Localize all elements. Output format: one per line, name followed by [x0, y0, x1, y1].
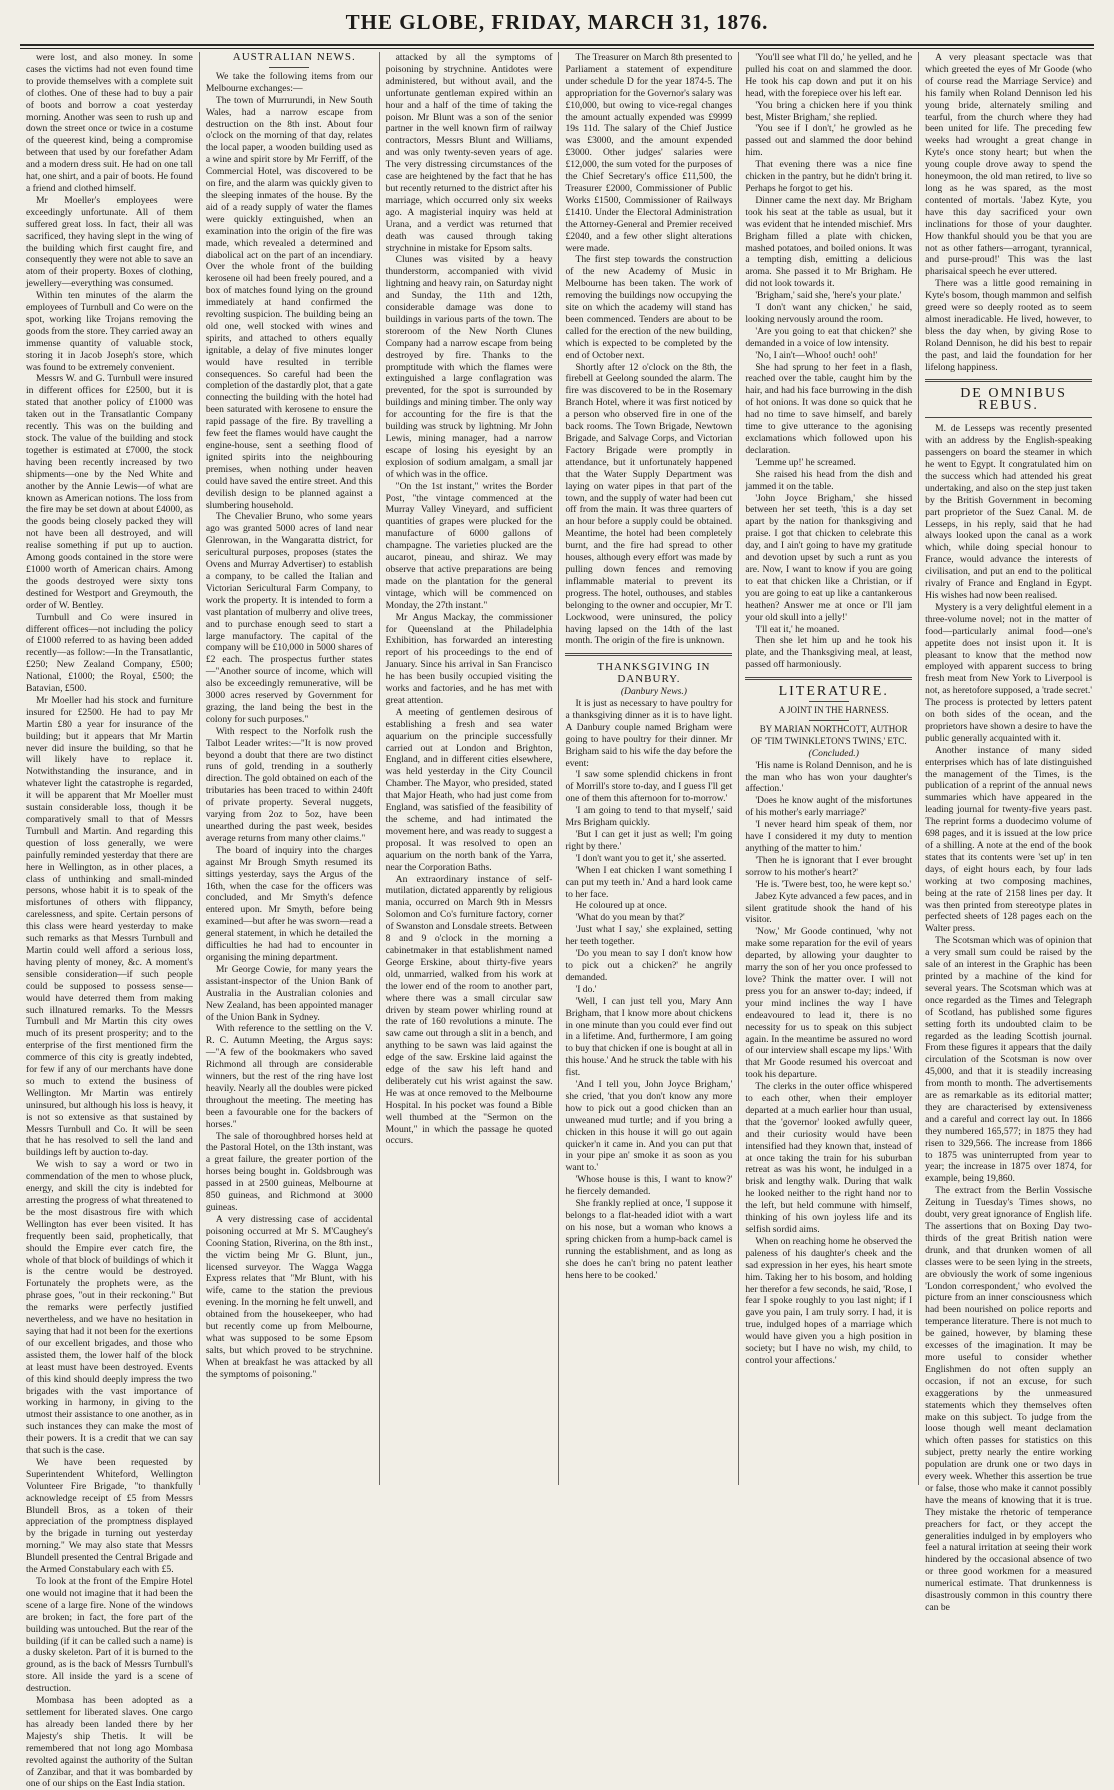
story-paragraph: 'But I can get it just as well; I'm going right by there.'	[565, 829, 733, 852]
article-paragraph: The Treasurer on March 8th presented to Parliament a statement of expenditure under schedule D for the year 1874-5. The appropriation for the Governor's salary was £10,000, but owing to vice-regal changes the amount actually expended was £9999 19s 11d. The salary of the Chief Justice was £3000, and the amount expended £3000. Other judges' salaries were £12,000, the sum voted for the purposes of the Chief Secretary's office £11,500, the Treasurer £2000, Commissioner of Public Works £1500, Commissioner of Railways £1410. Under the Electoral Administration the Attorney-General and Premier received £2040, and a few other slight alterations were made.	[565, 52, 733, 254]
article-paragraph: Turnbull and Co were insured in different offices—not including the policy of £1000 referred to as having been added recently—as follow:—In the Transatlantic, £250; New Zealand Company, £500; National, £1000; the Royal, £500; the Batavian, £500.	[26, 611, 193, 695]
article-paragraph: Clunes was visited by a heavy thunderstorm, accompanied with vivid lightning and heavy rain, on Saturday night and Sunday, the 11th and 12th, considerable damage was done to buildings in various parts of the town. The storeroom of the New North Clunes Company had a narrow escape from being destroyed by fire. Thanks to the promptitude with which the flames were extinguished a large conflagration was prevented, for the spot is surrounded by buildings and mining timber. The only way for accounting for the fire is that the building was struck by lightning. Mr John Lewis, mining manager, had a narrow escape of losing his eyesight by an explosion of sodium amalgam, a small jar of which was in the office.	[385, 254, 553, 480]
story-paragraph: Jabez Kyte advanced a few paces, and in silent gratitude shook the hand of his visitor.	[745, 890, 913, 926]
column-2	[200, 52, 380, 1485]
story-paragraph: 'Just what I say,' she explained, setting her teeth together.	[565, 924, 733, 948]
article-paragraph: The first step towards the construction of the new Academy of Music in Melbourne has been taken. The work of removing the buildings now occupying the site on which the academy will stand has been commenced. Tenders are about to be called for the erection of the new building, which is expected to be completed by the end of October next.	[565, 254, 733, 361]
story-paragraph: 'Brigham,' said she, 'here's your plate.'	[755, 290, 902, 302]
story-paragraph: 'Does he know aught of the misfortunes of his mother's early marriage?'	[745, 795, 913, 819]
article-paragraph: To look at the front of the Empire Hotel one would not imagine that it had been the scene of a large fire. None of the windows are broken; in fact, the fore part of the building was untouched. But the rear of the building (if it can be called such a name) is a dusky skeleton. Part of it is burned to the ground, as is the back of Messrs Turnbull's store. All inside the yard is a scene of destruction.	[26, 1576, 193, 1695]
article-paragraph: Mr Angus Mackay, the commissioner for Queensland at the Philadelphia Exhibition, has forwarded an interesting report of his proceedings to the end of January. Since his arrival in San Francisco he has been busily occupied visiting the works and factories, and he has met with great attention.	[385, 611, 553, 706]
column-4	[559, 52, 739, 1485]
column-3	[380, 52, 560, 1485]
story-byline: BY MARIAN NORTHCOTT, AUTHOR OF 'TIM TWINKLETON'S TWINS,' ETC.	[750, 723, 908, 746]
story-paragraph: 'I'll eat it,' he moaned.	[755, 623, 840, 635]
article-paragraph: The Scotsman which was of opinion that a very small sum could be raised by the sale of an interest in the Graphic has been printed by a machine of the kind for several years. The Scotsman which was at once regarded as the Times and Telegraph of Scotland, has published some figures setting forth its undoubted claim to be regarded as the leading Scottish journal. From these figures it appears that the daily circulation of the Scotsman is now over 45,000, and that it is steadily increasing from month to month. The advertisements are as remarkable as its editorial matter; they are characterised by extensiveness and a careful and correct lay out. In 1866 they numbered 165,577; in 1875 they had risen to 329,566. The increase from 1866 to 1875 was uninterrupted from year to year; the increase in 1875 over 1874, for example, being 19,860.	[925, 935, 1092, 1185]
article-paragraph: With reference to the settling on the V. R. C. Autumn Meeting, the Argus says:—"A few of the bookmakers who saved Richmond all through are considerable winners, but the rest of the ring have lost heavily. Nearly all the doubles were picked throughout the meeting. The meeting has been a favourable one for the backers of horses."	[205, 1023, 373, 1130]
article-separator	[745, 677, 912, 680]
story-paragraph: 'He is. 'Twere best, too, he were kept so.'	[755, 878, 912, 890]
article-paragraph: Within ten minutes of the alarm the employees of Turnbull and Co were on the spot, working like Trojans removing the goods from the store. They carried away an immense quantity of valuable stock, storing it in Jacob Joseph's store, which was found to be extremely convenient.	[26, 290, 193, 373]
thanksgiving-source: (Danbury News.)	[620, 686, 687, 698]
article-paragraph: With respect to the Norfolk rush the Talbot Leader writes:—"It is now proved beyond a doubt that there are two distinct runs of gold, trending in a southerly direction. The gold obtained on each of the tributaries has been traced to within 240ft of private property. Several nuggets, varying from 2oz to 5oz, have been unearthed during the past week, besides average returns from many other claims."	[205, 725, 373, 844]
story-paragraph: 'Then he is ignorant that I ever brought sorrow to his mother's heart?'	[745, 854, 913, 878]
column-1	[20, 52, 200, 1790]
article-paragraph: We take the following items from our Melbourne exchanges:—	[205, 70, 373, 94]
story-paragraph: 'John Joyce Brigham,' she hissed between her set teeth, 'this is a day set apart by the nation for thanksgiving and praise. I got that chicken to celebrate this day, and I ain't going to have my gratitude and devotion upset by such a runt as you are. Now, I want to know if you are going to eat that chicken like a Christian, or if you are going to eat up like a cantankerous heathen? Answer me at once or I'll jam your old skull into a jelly!'	[745, 492, 913, 623]
article-paragraph: We wish to say a word or two in commendation of the men to whose pluck, energy, and skill the city is indebted for arresting the progress of what threatened to be the most disastrous fire with which Wellington has ever been visited. It has frequently been said, prophetically, that should the Empire ever catch fire, the whole of that block of buildings of which it is the centre would be destroyed. Fortunately the prophets were, as the phrase goes, "out in their reckoning." But the remarks were perfectly justified nevertheless, and we have no hesitation in saying that had it not been for the exertions of our excellent brigades, and those who assisted them, the lower half of the block at least must have been destroyed. Events of this kind should deeply impress the two brigades with the vast importance of working in harmony, in giving to the utmost their assistance to one another, as in such instances they can make the most of their powers. It is a credit that we can say that such is the case.	[26, 1159, 193, 1457]
australian-news-heading: AUSTRALIAN NEWS.	[232, 51, 356, 63]
masthead: THE GLOBE, FRIDAY, MARCH 31, 1876.	[345, 10, 769, 34]
story-paragraph: 'And I tell you, John Joyce Brigham,' she cried, 'that you don't know any more how to pick out a good chicken than an unweaned mud turtle; and if you bring a chicken in this house it will go out again quicker'n it came in. And you can put that in your pipe an' smoke it as soon as you want to.'	[565, 1079, 733, 1174]
story-paragraph: 'Whose house is this, I want to know?' he fiercely demanded.	[565, 1174, 733, 1198]
story-paragraph: It is just as necessary to have poultry for a thanksgiving dinner as it is to have light. A Danbury couple named Brigham were going to have poultry for their dinner. Mr Brigham said to his wife the day before the event:	[565, 698, 733, 769]
column-6	[919, 52, 1098, 1613]
story-paragraph: 'His name is Roland Dennison, and he is the man who has won your daughter's affection.'	[745, 759, 913, 795]
story-title: A JOINT IN THE HARNESS.	[778, 705, 889, 716]
masthead-rule-thin	[20, 48, 1094, 49]
article-paragraph: The Chevalier Bruno, who some years ago was granted 5000 acres of land near Glenrowan, in the Wangaratta district, for sericultural purposes, proposes (states the Ovens and Murray Advertiser) to establish a company, to be called the Italian and Victorian Sericultural Farm Company, to work the property. It is intended to form a vast plantation of mulberry and olive trees, and to purchase enough seed to start a large manufactory. The capital of the company will be £10,000 in 5000 shares of £2 each. The prospectus further states—"Another source of income, which will also be exceedingly remunerative, will be 3000 acres reserved by Government for grazing, the land being the best in the colony for such purposes."	[205, 511, 373, 725]
article-paragraph: A meeting of gentlemen desirous of establishing a fresh and sea water aquarium on the principle successfully carried out at London and Brighton, England, and in different cities elsewhere, was held yesterday in the City Council Chamber. The Mayor, who presided, stated that Major Heath, who had just come from England, was satisfied of the feasibility of the scheme, and had intimated the movement here, and was ready to suggest a proposal. It was resolved to open an aquarium on the north bank of the Yarra, near the Corporation Baths.	[385, 706, 553, 873]
article-paragraph: Mombasa has been adopted as a settlement for liberated slaves. One cargo has already been landed there by her Majesty's ship Thetis. It will be remembered that not long ago Mombasa revolted against the authority of the Sultan of Zanzibar, and that it was bombarded by one of our ships on the East India station.	[26, 1695, 193, 1790]
story-paragraph: 'I never heard him speak of them, nor have I considered it my duty to mention anything of the matter to him.'	[745, 819, 913, 854]
article-paragraph: Mr Moeller's employees were exceedingly unfortunate. All of them suffered great loss. In fact, their all was sacrificed, they having slept in the wing of the building which first caught fire, and consequently they were not able to save an atom of their property. Boxes of clothing, jewellery—everything was consumed.	[26, 194, 193, 290]
article-paragraph: We have been requested by Superintendent Whiteford, Wellington Volunteer Fire Brigade, "to thankfully acknowledge receipt of £5 from Messrs Blundell Bros, as a token of their appreciation of the promptness displayed by the brigade in turning out yesterday morning." We may also state that Messrs Blundell presented the Central Brigade and the Armed Constabulary each with £5.	[26, 1456, 193, 1576]
masthead-rule	[20, 44, 1094, 46]
story-paragraph: Then she let him up and he took his plate, and the Thanksgiving meal, at least, passed off harmoniously.	[745, 635, 913, 671]
article-paragraph: Mr Moeller had his stock and furniture insured for £2500. He had to pay Mr Martin £80 a year for insurance of the building; but it appears that Mr Martin never did insure the building, so that he will likely have to replace it. Notwithstanding the insurance, and in whatever light the catastrophe is regarded, it will be apparent that Mr Moeller must sustain considerable loss, though it be comparatively small to that of Messrs Turnbull and Martin. And regarding this question of loss generally, we were painfully reminded yesterday that there are here in Wellington, as in other places, a class of unthinking and small-minded persons, whose habit it is to speak of the misfortunes of others with flippancy, carelessness, and spite. Certain persons of this class were heard yesterday to make such remarks as that Messrs Turnbull and Martin could well afford a serious loss, having plenty of money, &c. A moment's sensible consideration—if such people could be supposed to possess sense—would have deterred them from making such illnatured remarks. To the Messrs Turnbull and Mr Martin this city owes much of its present prosperity; and to the enterprise of the first mentioned firm the commerce of this city is greatly indebted, for few if any of our merchants have done so much to extend the business of Wellington. Mr Martin was entirely uninsured, but although his loss is heavy, it is not so extensive as that sustained by Messrs Turnbull and Co. It will be seen that he has resolved to sell the land and buildings left by auction to-day.	[26, 694, 193, 1159]
article-paragraph: An extraordinary instance of self-mutilation, dictated apparently by religious mania, occurred on March 9th in Messrs Solomon and Co's furniture factory, corner of Swanston and Lonsdale streets. Between 8 and 9 o'clock in the morning a cabinetmaker in that establishment named George Erskine, about thirty-five years old, unmarried, walked from his work at the lower end of the room to another part, where there was a small circular saw driven by steam power whirling round at the rate of 160 revolutions a minute. The saw came out through a slit in a bench, and anything to be sawn was laid against the edge of the saw. Erskine laid against the edge of the saw his left hand and deliberately cut his wrist against the saw. He was at once removed to the Melbourne Hospital. In his pocket was found a Bible well thumbed at the "Sermon on the Mount," in which the passage he quoted occurs.	[385, 873, 553, 1147]
article-paragraph: Messrs W. and G. Turnbull were insured in different offices for £2500, but it is stated that another policy of £1000 was taken out in the Transatlantic Company recently. This was on the building and stock. The value of the building and stock together is estimated at £7000, the stock having been recently increased by two shipments—one by the Ned White and another by the Annie Lewis—of what are known as American notions. The loss from the fire may be set down at about £4000, as the goods being closely packed they will not have been all destroyed, and will realise something if put up to auction. Among goods contained in the store were £1000 worth of American chairs. Among the goods destroyed were sixty tons destined for Westport and Greymouth, the order of W. Bentley.	[26, 373, 193, 611]
article-separator	[565, 653, 732, 656]
story-paragraph: She frankly replied at once, 'I suppose it belongs to a flat-headed idiot with a wart on his nose, but a woman who knows a spring chicken from a hump-back camel is running the establishment, and as long as she does he can't bring no patent leather hens here to be cooked.'	[565, 1198, 733, 1281]
story-paragraph: The clerks in the outer office whispered to each other, when their employer departed at a much earlier hour than usual, that the 'governor' looked awfully queer, and their curiosity would have been intensified had they known that, instead of at once taking the train for his suburban retreat as was his wont, he indulged in a brisk and lengthy walk. During that walk he looked neither to the right hand nor to the left, but held commune with himself, thinking of his own joyless life and its selfish sordid aims.	[745, 1081, 913, 1235]
article-paragraph: The town of Murrurundi, in New South Wales, had a narrow escape from destruction on the 8th inst. About four o'clock on the morning of that day, relates the local paper, a wooden building used as a wine and spirit store by Mr Ferriff, of the Commercial Hotel, was discovered to be on fire, and the alarm was quickly given to the sleeping inmates of the house. By the aid of a ready supply of water the flames were quickly extinguished, when an examination into the origin of the fire was made, which revealed a determined and diabolical act on the part of an incendiary. Over the whole front of the building kerosene oil had been freely poured, and a box of matches found lying on the ground immediately at hand confirmed the revolting suspicion. The building being an old one, well stocked with wines and spirits, and attached to others equally ignitable, a delay of five minutes longer would have resulted in terrible consequences. So careful had been the completion of the dastardly plot, that a gate connecting the building with the hotel had been saturated with kerosene to ensure the rapid passage of the fire. By travelling a few feet the flames would have caught the engine-house, sent a seething flood of ignited spirits into the neighbouring premises, when nothing under heaven could have saved the entire street. And this devilish design to be planned against a slumbering household.	[205, 94, 373, 511]
story-paragraph: There was a little good remaining in Kyte's bosom, though mammon and selfish greed were so deeply rooted as to seem almost ineradicable. He lived, however, to bless the day when, by giving Rose to Roland Dennison, he did his best to repair the past, and laid the foundation for her lifelong happiness.	[925, 278, 1092, 373]
story-paragraph: When on reaching home he observed the paleness of his daughter's cheek and the sad expression in her eyes, his heart smote him. Taking her to his bosom, and holding her therefor a few seconds, he said, 'Rose, I fear I spoke roughly to you last night; if I gave you pain, I am truly sorry. I had, it is true, indulged hopes of a marriage which would have given you a high position in society; but I have no wish, my child, to control your affections.'	[745, 1235, 913, 1366]
story-paragraph: 'I do.'	[575, 983, 597, 995]
story-paragraph: 'Now,' Mr Goode continued, 'why not make some reparation for the evil of years departed, by allowing your daughter to marry the son of her you once professed to love? Think the matter over. I will not press you for an answer to-day; indeed, if your mind inclines the way I have endeavoured to lead it, there is no necessity for us to speak on this subject again. In the meantime be assured no word of our interview shall escape my lips.' With that Mr Goode resumed his overcoat and took his departure.	[745, 926, 913, 1081]
heading-rule	[809, 701, 849, 702]
story-paragraph: 'No, I ain't—Whoo! ouch! ooh!'	[755, 349, 878, 361]
story-paragraph: A very pleasant spectacle was that which greeted the eyes of Mr Goode (who of course read the Marriage Service) and his family when Roland Dennison led his young bride, alternately smiling and tearful, from the church where they had been united for life. The preceding few weeks had wrought a great change in Kyte's once stony heart; but when the young couple drove away to spend the honeymoon, the old man retired, to live so long as he was spared, as the most contented of mortals. 'Jabez Kyte, you have this day sacrificed your own inclinations for those of your daughter. How thankful should you be that you are not as other fathers—arrogant, tyrannical, and purse-proud!' This was the last pharisaical speech he ever uttered.	[925, 52, 1092, 278]
literature-heading: LITERATURE.	[778, 684, 889, 700]
story-paragraph: 'I am going to tend to that myself,' said Mrs Brigham quickly.	[565, 805, 733, 829]
story-paragraph: He coloured up at once.	[575, 900, 667, 912]
heading-rule	[925, 417, 1092, 418]
story-paragraph: Dinner came the next day. Mr Brigham took his seat at the table as usual, but it was evident that he intended mischief. Mrs Brigham filled a plate with chicken, mashed potatoes, and boiled onions. It was a tempting dish, emitting a delicious aroma. She passed it to Mr Brigham. He did not look towards it.	[745, 194, 913, 290]
columns	[20, 51, 1098, 1790]
article-paragraph: were lost, and also money. In some cases the victims had not even found time to provide themselves with a complete suit of clothes. One of these had to buy a pair of boots and borrow a coat yesterday morning. Another was seen to rush up and down the street once or twice in a costume of the queerest kind, being a compromise between that used by our forefather Adam and a modern dress suit. He had on one tall hat, one shirt, and a pair of boots. He found a friend and clothed himself.	[26, 52, 193, 194]
article-paragraph: Shortly after 12 o'clock on the 8th, the firebell at Geelong sounded the alarm. The fire was discovered to be in the Rosemary Branch Hotel, where it was first noticed by a person who observed fire in one of the back rooms. The Town Brigade, Newtown Brigade, and Salvage Corps, and Victorian Factory Brigade were promptly in attendance, but it unfortunately happened that the Water Supply Department was laying on water pipes in that part of the town, and the supply of water had been cut off from the main. It was three quarters of an hour before a supply could be obtained. Meantime, the hotel had been completely burnt, and the fire had spread to other houses, although every effort was made by pulling down fences and removing inflammable material to prevent its progress. The hotel, outhouses, and stables belonging to the owner and occupier, Mr T. Lockwood, were uninsured, the policy having lapsed on the 14th of the last month. The origin of the fire is unknown.	[565, 361, 733, 647]
story-paragraph: 'I don't want you to get it,' she asserted.	[575, 852, 727, 864]
heading-rule	[269, 67, 309, 68]
heading-rule	[809, 720, 849, 721]
thanksgiving-heading: THANKSGIVING IN DANBURY.	[597, 661, 711, 686]
de-omnibus-rebus-heading: DE OMNIBUS REBUS.	[960, 386, 1067, 414]
article-paragraph: A very distressing case of accidental poisoning occurred at Mr S. M'Caughey's Cooning Station, Riverina, on the 8th inst., the victim being Mr G. Blunt, jun., licensed surveyor. The Wagga Wagga Express relates that "Mr Blunt, with his wife, came to the station the previous evening. In the morning he felt unwell, and obtained from the housekeeper, who had but recently come up from Melbourne, what was supposed to be some Epsom salts, but which proved to be strychnine. When at breakfast he was attacked by all the symptoms of poisoning."	[205, 1213, 373, 1380]
story-paragraph: 'I don't want any chicken,' he said, looking nervously around the room.	[745, 302, 913, 325]
article-paragraph: The sale of thoroughbred horses held at the Pastoral Hotel, on the 13th instant, was a great failure, the greater portion of the horses being bought in. Goldsbrough was passed in at 2500 guineas, Melbourne at 850 guineas, and Richmond at 3000 guineas.	[205, 1130, 373, 1213]
article-paragraph: Mystery is a very delightful element in a three-volume novel; not in the matter of food—particularly animal food—one's appetite does not insist upon it. It is pleasant to know that the method now employed with apparent success to bring fresh meat from New York to Liverpool is not, as heretofore supposed, a 'trade secret.' The process is protected by letters patent on both sides of the ocean, and the proprietors have shown a desire to have the public generally acquainted with it.	[925, 601, 1092, 744]
story-paragraph: She had sprung to her feet in a flash, reached over the table, caught him by the hair, and had his face burrowing in the dish of hot onions. It was done so quick that he had no time to save himself, and barely time to give utterance to the agonising exclamations which followed upon his declaration.	[745, 361, 913, 456]
story-paragraph: 'What do you mean by that?'	[575, 912, 685, 924]
story-concluded: (Concluded.)	[808, 747, 859, 759]
story-paragraph: 'I saw some splendid chickens in front of Morrill's store to-day, and I guess I'll get one of them this afternoon for to-morrow.'	[565, 769, 733, 805]
story-paragraph: 'Do you mean to say I don't know how to pick out a chicken?' he angrily demanded.	[565, 948, 733, 983]
story-paragraph: 'Well, I can just tell you, Mary Ann Brigham, that I know more about chickens in one minute than you could ever find out in a lifetime. And, furthermore, I am going to buy that chicken if one is bought at all in this house.' And he struck the table with his fist.	[565, 995, 733, 1079]
article-paragraph: Another instance of many sided enterprises which has of late distinguished the management of the Times, is the publication of a reprint of the annual news summaries which have appeared in the leading journal for twenty-five years past. The reprint forms a duodecimo volume of 698 pages, and it is issued at the low price of a shilling. A note at the end of the book states that its contents were 'set up' in ten days, of eight hours each, by four lads working at two composing machines, being at the rate of 2158 lines per day. It was then printed from stereotype plates in perfected sheets of 128 pages each on the Walter press.	[925, 744, 1092, 935]
article-paragraph: M. de Lesseps was recently presented with an address by the English-speaking passengers on board the steamer in which he went to Egypt. It congratulated him on the success which had attended his great undertaking, and also on the step just taken by the British Government in becoming part proprietor of the Suez Canal. M. de Lesseps, in his reply, said that he had always looked upon the canal as a work which, while doing special honour to France, would advance the interests of civilisation, and put an end to the political rivalry of France and England in Egypt. His wishes had now been realised.	[925, 423, 1092, 601]
article-paragraph: Mr George Cowie, for many years the assistant-inspector of the Union Bank of Australia in the Australian colonies and New Zealand, has been appointed manager of the Union Bank in Sydney.	[205, 963, 373, 1023]
story-paragraph: That evening there was a nice fine chicken in the pantry, but he didn't bring it. Perhaps he forgot to get his.	[745, 159, 913, 194]
story-paragraph: She raised his head from the dish and jammed it on the table.	[745, 468, 913, 492]
story-paragraph: 'You bring a chicken here if you think best, Mister Brigham,' she replied.	[745, 99, 913, 123]
story-paragraph: 'Are you going to eat that chicken?' she demanded in a voice of low intensity.	[745, 325, 913, 349]
article-paragraph: "On the 1st instant," writes the Border Post, "the vintage commenced at the Murray Valley Vineyard, and sufficient quantities of grapes were plucked for the manufacture of 6000 gallons of champagne. The varieties plucked are the aucarot, pineau, and shiraz. We may observe that active preparations are being made on the plantation for the general vintage, which will be commenced on Monday, the 27th instant."	[385, 480, 553, 611]
article-paragraph: The board of inquiry into the charges against Mr Brough Smyth resumed its sittings yesterday, says the Argus of the 16th, when the case for the officers was concluded, and Mr Smyth's defence entered upon. Mr Smyth, before being examined—but after he was sworn—read a general statement, in which he detailed the difficulties he had had to encounter in organising the mining department.	[205, 844, 373, 963]
story-paragraph: 'Lemme up!' he screamed.	[755, 456, 856, 468]
article-separator	[925, 379, 1092, 382]
column-5	[739, 52, 919, 1485]
story-paragraph: 'You see if I don't,' he growled as he passed out and slammed the door behind him.	[745, 123, 913, 159]
story-paragraph: 'When I eat chicken I want something I can put my teeth in.' And a hard look came to her face.	[565, 864, 733, 900]
story-paragraph: 'You'll see what I'll do,' he yelled, and he pulled his coat on and slammed the door. He took his cap down and put it on his head, with the forepiece over his left ear.	[745, 52, 913, 99]
article-paragraph: The extract from the Berlin Vossische Zeitung in Tuesday's Times shows, no doubt, very great ignorance of English life. The assertions that on Boxing Day two-thirds of the great British nation were drunk, and that drunken women of all classes were to be seen lying in the streets, are obviously the work of some ingenious 'London correspondent,' who evolved the picture from an inner consciousness which had been nourished on police reports and temperance literature. There is not much to be gained, however, by blaming these excesses of the imagination. It may be more useful to consider whether Englishmen do not often supply an occasion, if not an excuse, for such exaggerations by the unmeasured statements which they themselves often make on this subject. To judge from the loose though well meant declamation which often passes for statistics on this subject, pretty nearly the entire working population are drunk one or two days in every week. Whether this assertion be true or false, those who make it cannot possibly have the means of knowing that it is true. They mistake the rhetoric of temperance preachers for fact, or they accept the generalities indulged in by employers who feel a natural irritation at seeing their work hindered by the occasional absence of two or three good workmen for a measured numerical estimate. That drunkenness is disastrously common in this country there can be	[925, 1185, 1092, 1613]
article-paragraph: attacked by all the symptoms of poisoning by strychnine. Antidotes were administered, but without avail, and the unfortunate gentleman expired within an hour and a half of the time of taking the poison. Mr Blunt was a son of the senior partner in the well known firm of railway contractors, Messrs Blunt and Williams, and was only twenty-seven years of age. The very distressing circumstances of the case are heightened by the fact that he has but recently returned to the district after his marriage, which occurred only six weeks ago. A magisterial inquiry was held at Urana, and a verdict was returned that death was caused through taking strychnine in mistake for Epsom salts.	[385, 52, 553, 254]
